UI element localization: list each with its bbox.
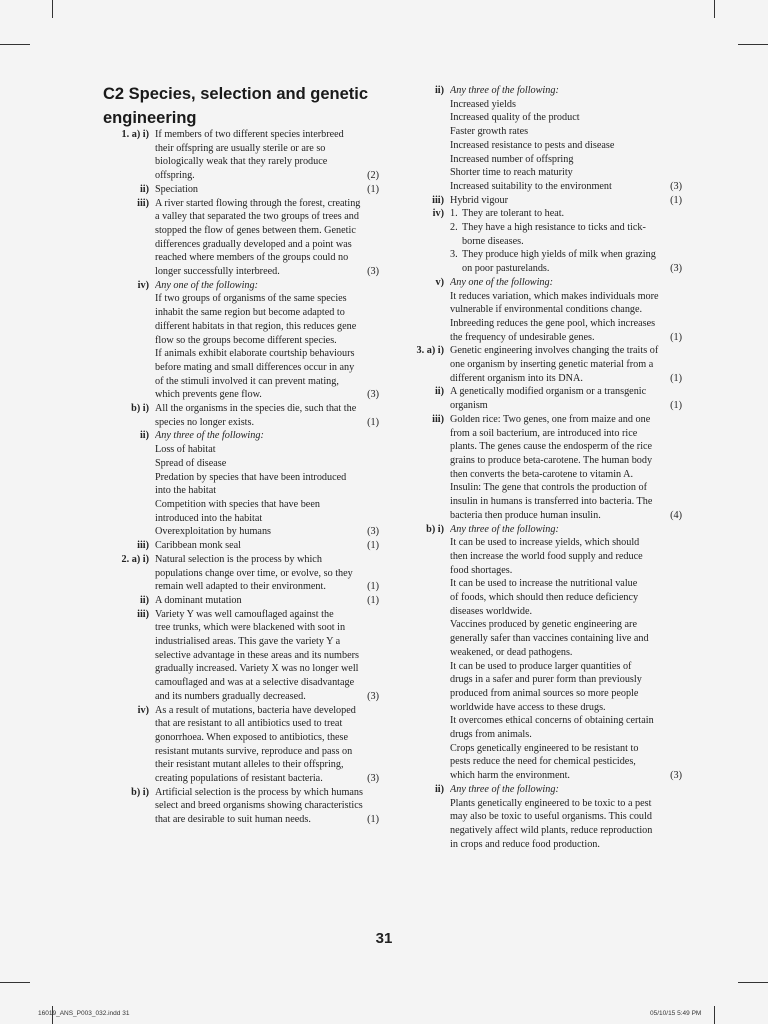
- question-label: [398, 523, 450, 783]
- answer-text: If animals exhibit elaborate courtship behaviours: [155, 348, 355, 360]
- question-label-text: iii): [137, 197, 149, 209]
- question-label: [103, 786, 155, 827]
- question-label-text: iii): [432, 194, 444, 206]
- answer-text: into the habitat: [155, 485, 217, 497]
- answer-body: [155, 429, 379, 539]
- answer-text: diseases worldwide.: [450, 605, 533, 617]
- answer-text: grains to produce beta-carotene. The human body: [450, 454, 653, 466]
- answer-text: Faster growth rates: [450, 126, 529, 138]
- marks: (1): [367, 416, 379, 428]
- answer-line: [450, 509, 682, 523]
- answer-line: [450, 194, 682, 208]
- answer-text: resistant mutants survive, reproduce and pass on: [155, 745, 353, 757]
- marks: (1): [367, 581, 379, 593]
- answer-text: may also be toxic to useful organisms. This could: [450, 811, 652, 823]
- answer-text: If two groups of organisms of the same species: [155, 293, 347, 305]
- question-label-text: 2. a) i): [121, 553, 149, 565]
- answer-text: selective advantage in these areas and its numbers: [155, 649, 359, 661]
- marks: (3): [367, 266, 379, 278]
- question-label: [398, 194, 450, 208]
- answer-body: [450, 385, 682, 412]
- answer-text: vulnerable if environmental conditions change.: [450, 304, 643, 316]
- answer-text: before mating and small differences occur in any: [155, 361, 355, 373]
- answer-text: Increased yields: [450, 98, 516, 110]
- answer-text: tree trunks, which were blackened with soot in: [155, 622, 346, 634]
- answer-text: negatively affect wild plants, reduce reproduction: [450, 824, 653, 836]
- marks: (4): [670, 509, 682, 521]
- crop-mark: [738, 44, 768, 45]
- answer-item: [103, 128, 379, 183]
- question-label-text: iv): [137, 279, 149, 291]
- answer-line: [450, 180, 682, 194]
- question-label: [398, 783, 450, 852]
- marks: (3): [670, 180, 682, 192]
- answer-body: [155, 594, 379, 608]
- answer-text: insulin in humans is transferred into bacteria. The: [450, 496, 653, 508]
- question-label-text: 1. a) i): [121, 129, 149, 140]
- answer-text: A dominant mutation: [155, 594, 242, 606]
- answer-text: remain well adapted to their environment.: [155, 581, 326, 593]
- answer-line: [155, 416, 379, 430]
- answer-text: of foods, which should then reduce deficiency: [450, 592, 639, 604]
- question-label-text: b) i): [131, 403, 149, 415]
- answer-text: on poor pasturelands.: [462, 263, 550, 275]
- question-label: [103, 539, 155, 553]
- answer-text: Shorter time to reach maturity: [450, 167, 573, 179]
- answer-text: industrialised areas. This gave the variety Y a: [155, 636, 341, 648]
- answer-text: worldwide have access to these drugs.: [450, 701, 606, 713]
- answer-text: which harm the environment.: [450, 770, 570, 782]
- question-label-text: ii): [434, 386, 444, 398]
- question-label: [103, 553, 155, 594]
- answer-text: Increased number of offspring: [450, 153, 574, 165]
- answer-body: [450, 344, 682, 385]
- answer-text: and its numbers gradually decreased.: [155, 690, 306, 702]
- answer-body: [450, 783, 682, 852]
- answer-text: Caribbean monk seal: [155, 540, 242, 552]
- answer-body: [155, 128, 379, 183]
- answer-body: [155, 704, 379, 786]
- question-label: [103, 183, 155, 197]
- answer-text: It can be used to increase the nutritional value: [450, 578, 638, 590]
- answer-text: A river started flowing through the forest, creating: [155, 197, 361, 209]
- answer-text: plants. The genes cause the endosperm of the rice: [450, 441, 653, 453]
- page-number: 31: [375, 930, 393, 947]
- answer-text: generally safer than vaccines containing live and: [450, 633, 649, 645]
- question-label: [103, 704, 155, 786]
- instruction-text: Any three of the following:: [450, 783, 559, 795]
- answer-text: introduced into the habitat: [155, 512, 263, 524]
- answer-body: [155, 553, 379, 594]
- answer-text: that are desirable to suit human needs.: [155, 814, 311, 826]
- answers-right-column: [398, 84, 682, 851]
- marks: (3): [367, 389, 379, 401]
- answer-text: differences gradually developed and a point was: [155, 238, 352, 250]
- answer-item: [103, 594, 379, 608]
- answer-item: [103, 539, 379, 553]
- answer-item: [398, 194, 682, 208]
- answer-text: They produce high yields of milk when grazing: [462, 249, 656, 261]
- answer-text: creating populations of resistant bacteria.: [155, 773, 323, 785]
- answer-line: [155, 813, 379, 827]
- answer-text: pests reduce the need for chemical pesticides,: [450, 756, 636, 768]
- answer-line: [155, 772, 379, 786]
- answer-text: that are resistant to all antibiotics used to treat: [155, 718, 343, 730]
- marks: (1): [670, 194, 682, 206]
- answer-body: [155, 539, 379, 553]
- answer-text: select and breed organisms showing characteristics: [155, 800, 363, 812]
- answer-item: [103, 197, 379, 279]
- marks: (3): [367, 690, 379, 702]
- marks: (1): [367, 540, 379, 552]
- answer-text: Inbreeding reduces the gene pool, which increases: [450, 317, 656, 329]
- answer-text: Increased quality of the product: [450, 112, 580, 124]
- answer-text: Insulin: The gene that controls the production of: [450, 482, 648, 494]
- answer-item: [103, 553, 379, 594]
- answer-line: [450, 248, 682, 262]
- marks: (1): [670, 331, 682, 343]
- answer-body: [450, 194, 682, 208]
- question-label-text: ii): [139, 594, 149, 606]
- question-label: [103, 608, 155, 704]
- answer-line: [155, 539, 379, 553]
- answer-line: [155, 388, 379, 402]
- answer-text: borne diseases.: [462, 235, 524, 247]
- answer-body: [155, 786, 379, 827]
- answer-text: They have a high resistance to ticks and tick-: [462, 222, 646, 234]
- answer-text: offspring.: [155, 170, 195, 182]
- marks: (1): [367, 594, 379, 606]
- answer-line: [450, 207, 682, 221]
- answer-text: gradually increased. Variety X was no longer well: [155, 663, 359, 675]
- answer-text: the frequency of undesirable genes.: [450, 331, 595, 343]
- answer-text: Spread of disease: [155, 457, 227, 469]
- answer-text: Artificial selection is the process by which humans: [155, 786, 363, 798]
- answer-text: populations change over time, or evolve, so they: [155, 567, 353, 579]
- crop-mark: [52, 0, 53, 18]
- answer-text: longer successfully interbreed.: [155, 266, 280, 278]
- answer-body: [155, 197, 379, 279]
- answer-item: [103, 429, 379, 539]
- answer-text: in crops and reduce food production.: [450, 838, 600, 850]
- answer-line: [155, 594, 379, 608]
- marks: (3): [670, 770, 682, 782]
- answer-text: of the stimuli involved it can prevent mating,: [155, 375, 339, 387]
- answer-body: [450, 413, 682, 523]
- answer-line: [450, 262, 682, 276]
- question-label: [398, 413, 450, 523]
- answer-text: drugs from animals.: [450, 729, 532, 741]
- question-label-text: b) i): [426, 523, 444, 535]
- question-label: [103, 279, 155, 402]
- crop-mark: [714, 0, 715, 18]
- answer-text: Overexploitation by humans: [155, 526, 272, 538]
- marks: (1): [670, 372, 682, 384]
- answers-left-column: [103, 128, 379, 827]
- answer-text: different habitats in that region, this reduces gene: [155, 320, 357, 332]
- answer-text: organism: [450, 400, 488, 412]
- answer-text: different organism into its DNA.: [450, 372, 583, 384]
- answer-text: Competition with species that have been: [155, 498, 320, 510]
- answer-text: which prevents gene flow.: [155, 389, 262, 401]
- answer-item: [103, 402, 379, 429]
- answer-item: [398, 276, 682, 345]
- answer-body: [450, 84, 682, 194]
- answer-item: [103, 786, 379, 827]
- question-label-text: b) i): [131, 786, 149, 798]
- answer-text: from a soil bacterium, are introduced into rice: [450, 427, 638, 439]
- question-label: [103, 197, 155, 279]
- answer-text: Genetic engineering involves changing the traits of: [450, 345, 659, 357]
- answer-text: Increased suitability to the environment: [450, 180, 612, 192]
- answer-text: A genetically modified organism or a transgenic: [450, 386, 647, 398]
- question-label: [103, 402, 155, 429]
- question-label: [103, 594, 155, 608]
- file-slug: 16019_ANS_P003_032.indd 31: [38, 1010, 130, 1017]
- answer-text: It can be used to increase yields, which should: [450, 537, 640, 549]
- answer-text: produced from animal sources so more people: [450, 687, 639, 699]
- marks: (1): [670, 400, 682, 412]
- answer-line: [155, 183, 379, 197]
- answer-item: [398, 413, 682, 523]
- answer-body: [155, 279, 379, 402]
- answer-body: [450, 276, 682, 345]
- question-label-text: ii): [139, 430, 149, 442]
- answer-item: [398, 783, 682, 852]
- answer-body: [155, 608, 379, 704]
- answer-item: [103, 183, 379, 197]
- list-number: 1.: [450, 208, 458, 220]
- answer-text: gonorrhoea. When exposed to antibiotics, these: [155, 731, 349, 743]
- instruction-text: Any one of the following:: [450, 276, 553, 288]
- answer-body: [450, 523, 682, 783]
- answer-text: their resistant mutant alleles to their offspring,: [155, 759, 344, 771]
- answer-line: [155, 169, 379, 183]
- answer-body: [450, 207, 682, 276]
- question-label-text: iv): [432, 208, 444, 220]
- answer-body: [155, 402, 379, 429]
- answer-line: [450, 221, 682, 235]
- answer-text: Hybrid vigour: [450, 194, 509, 206]
- answer-text: Loss of habitat: [155, 444, 216, 456]
- answer-item: [103, 279, 379, 402]
- question-label-text: iii): [137, 540, 149, 552]
- question-label-text: ii): [434, 85, 444, 96]
- question-label: [398, 84, 450, 194]
- answer-item: [103, 608, 379, 704]
- question-label: [398, 207, 450, 276]
- answer-item: [398, 207, 682, 276]
- answer-text: Vaccines produced by genetic engineering are: [450, 619, 637, 631]
- instruction-text: Any three of the following:: [450, 523, 559, 535]
- answer-text: a valley that separated the two groups of trees and: [155, 211, 359, 223]
- answer-text: reached where members of the groups could no: [155, 252, 349, 264]
- question-label: [398, 344, 450, 385]
- marks: (1): [367, 183, 379, 195]
- answer-text: drugs in a safer and purer form than previously: [450, 674, 642, 686]
- answer-text: It overcomes ethical concerns of obtaining certain: [450, 715, 654, 727]
- marks: (3): [670, 263, 682, 275]
- answer-text: It reduces variation, which makes individuals more: [450, 290, 659, 302]
- answer-text: Variety Y was well camouflaged against the: [155, 608, 334, 620]
- answer-item: [398, 84, 682, 194]
- crop-mark: [714, 1006, 715, 1024]
- answer-item: [398, 523, 682, 783]
- answer-item: [398, 344, 682, 385]
- instruction-text: Any three of the following:: [450, 85, 559, 96]
- crop-mark: [0, 44, 30, 45]
- question-label-text: 3. a) i): [416, 345, 444, 357]
- answer-text: bacteria then produce human insulin.: [450, 509, 601, 521]
- answer-text: Increased resistance to pests and disease: [450, 139, 615, 151]
- answer-body: [155, 183, 379, 197]
- answer-line: [450, 331, 682, 345]
- answer-text: All the organisms in the species die, such that the: [155, 403, 357, 415]
- answer-text: It can be used to produce larger quantities of: [450, 660, 632, 672]
- answer-text: food shortages.: [450, 564, 513, 576]
- marks: (1): [367, 814, 379, 826]
- answer-line: [155, 265, 379, 279]
- question-label: [398, 385, 450, 412]
- question-label-text: v): [435, 276, 444, 288]
- answer-text: Crops genetically engineered to be resistant to: [450, 742, 639, 754]
- answer-text: then increase the world food supply and reduce: [450, 550, 643, 562]
- list-number: 2.: [450, 222, 458, 234]
- crop-mark: [0, 982, 30, 983]
- crop-mark: [738, 982, 768, 983]
- question-label-text: iv): [137, 704, 149, 716]
- answer-text: one organism by inserting genetic material from a: [450, 359, 654, 371]
- answer-text: If members of two different species interbreed: [155, 129, 344, 140]
- answer-line: [155, 580, 379, 594]
- answer-line: [155, 690, 379, 704]
- answer-text: inhabit the same region but become adapted to: [155, 307, 345, 319]
- answer-text: Natural selection is the process by which: [155, 553, 322, 565]
- question-label-text: ii): [139, 183, 149, 195]
- page-title: C2 Species, selection and genetic engineering: [103, 85, 369, 127]
- list-number: 3.: [450, 249, 458, 261]
- question-label: [103, 429, 155, 539]
- answer-text: stopped the flow of genes between them. Genetic: [155, 224, 356, 236]
- answer-line: [450, 372, 682, 386]
- answer-item: [398, 385, 682, 412]
- question-label-text: iii): [137, 608, 149, 620]
- answer-text: Speciation: [155, 183, 199, 195]
- answer-text: species no longer exists.: [155, 416, 255, 428]
- marks: (2): [367, 170, 379, 182]
- answer-text: flow so the groups become different species.: [155, 334, 337, 346]
- answer-text: camouflaged and was at a selective disadvantage: [155, 677, 355, 689]
- answer-text: weakened, or dead pathogens.: [450, 646, 573, 658]
- question-label-text: iii): [432, 413, 444, 425]
- answer-line: [155, 525, 379, 539]
- print-timestamp: 05/10/15 5:49 PM: [650, 1010, 702, 1017]
- marks: (3): [367, 773, 379, 785]
- answer-line: [450, 769, 682, 783]
- answer-text: They are tolerant to heat.: [462, 208, 565, 220]
- answer-text: then converts the beta-carotene to vitamin A.: [450, 468, 634, 480]
- answer-text: Golden rice: Two genes, one from maize and one: [450, 413, 651, 425]
- answer-text: Predation by species that have been introduced: [155, 471, 347, 483]
- instruction-text: Any three of the following:: [155, 430, 264, 442]
- answer-text: Plants genetically engineered to be toxic to a pest: [450, 797, 652, 809]
- answer-text: their offspring are usually sterile or are so: [155, 142, 326, 154]
- marks: (3): [367, 526, 379, 538]
- answer-item: [103, 704, 379, 786]
- question-label: [398, 276, 450, 345]
- question-label: [103, 128, 155, 183]
- instruction-text: Any one of the following:: [155, 279, 258, 291]
- answer-text: biologically weak that they rarely produce: [155, 156, 328, 168]
- answer-line: [450, 399, 682, 413]
- question-label-text: ii): [434, 783, 444, 795]
- answer-text: As a result of mutations, bacteria have developed: [155, 704, 356, 716]
